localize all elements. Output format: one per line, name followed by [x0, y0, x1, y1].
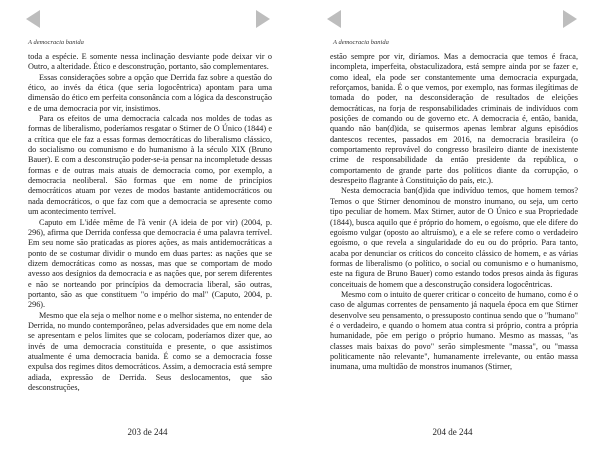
paragraph: Mesmo que ela seja o melhor nome e o melhor sistema, no entender de Derrida, no mundo contemporâneo, pelas adversidades que em nome dela se apresentam e pelos limites que se colocam, poderíamos dizer que, ao invés de uma democracia constituída e presente, o que assistimos atualmente é uma democracia banida. É como se a democracia fosse expulsa dos regimes ditos democráticos. Assim, a democracia está sempre adiada, expressão de Derrida. Seus deslocamentos, que são desconstruções,	[28, 310, 272, 392]
paragraph: Caputo em L'idée même de l'à venir (A ideia de por vir) (2004, p. 296), afirma que Derrida confessa que democracia é uma palavra terrível. Em seu nome são praticadas as piores ações, as mais antidemocráticas a ponto de se costumar dividir o mundo em duas partes: as nações que se dizem democráticas como as nossas, mas que se comportam de modo avesso aos desígnios da democracia e as nações que, por serem diferentes e não se norteando por princípios da democracia liberal, são outras, portanto, são as que constituem "o império do mal" (Caputo, 2004, p. 296).	[28, 217, 272, 310]
left-page	[0, 0, 295, 450]
running-head: A democracia banida	[333, 39, 389, 46]
paragraph: Essas considerações sobre a opção que Derrida faz sobre a questão do ético, ao invés da ética (que seria logocêntrica) apontam para uma dimensão do ético em perfeita consonância com a lógica da desconstrução e de uma democracia por vir, insistimos.	[28, 72, 272, 113]
paragraph: estão sempre por vir, diríamos. Mas a democracia que temos é fraca, incompleta, imperfeita, obstaculizadora, está sempre ainda por se fazer e, como ideal, ela pode ser constantemente uma democracia expurgada, reforçamos, banida. É o que vemos, por exemplo, nas formas ilegítimas de tomada do poder, na desconsideração de resultados de eleições democráticas, na forja de responsabilidades criminais de indivíduos com posições de comando ou de governo etc. A democracia é, então, banida, quando não ban(d)ida, se quisermos apenas lembrar alguns episódios dantescos recentes, passados em 2016, na democracia brasileira (o comportamento reprovável do congresso brasileiro diante de inexistente crime de responsabilidade da então presidente da república, o comportamento de grande parte dos políticos diante da corrupção, o desrespeito flagrante à Constituição do país, etc.).	[330, 52, 578, 186]
paragraph: toda a espécie. E somente nessa inclinação desviante pode deixar vir o Outro, a alteridade. Ético e desconstrução, portanto, são complementares.	[28, 52, 272, 72]
page-number: 204 de 244	[432, 427, 473, 437]
running-head: A democracia banida	[28, 39, 84, 46]
paragraph: Para os efeitos de uma democracia calcada nos moldes de todas as formas de liberalismo, poderíamos resgatar o Stirner de O Único (1844) e a crítica que ele faz a essas formas democráticas do liberalismo clássico, do socialismo ou comunismo e do humanismo à la século XIX (Bruno Bauer). E com a desconstrução poder-se-ia pensar na incompletude dessas formas e de outras mais atuais de democracia como, por exemplo, a democracia neoliberal. São formas que em nome de princípios democráticos atuam por vezes de modos bastante antidemocráticos ou nada democráticos, o que faz com que a democracia se apresente como um acontecimento terrível.	[28, 114, 272, 217]
right-page	[305, 0, 600, 450]
page-body	[28, 52, 272, 393]
next-page-arrow-icon[interactable]	[256, 10, 270, 28]
page-number: 203 de 244	[127, 427, 168, 437]
paragraph: Mesmo com o intuito de querer criticar o conceito de humano, como é o caso de algumas correntes de pensamento já naquela época em que Stirner desenvolve seu pensamento, o pressuposto continua sendo que o "humano" é o verdadeiro, e quando o homem atua contra si próprio, contra a própria humanidade, põe em perigo o próprio humano. Mesmo as massas, "as classes mais baixas do povo" serão simplesmente "massa", ou "massa politicamente não relevante", humanamente irrelevante, ou então massa inumana, uma multidão de monstros inumanos (Stirner,	[330, 289, 578, 372]
page-body	[330, 52, 578, 373]
prev-page-arrow-icon[interactable]	[26, 10, 40, 28]
gutter	[295, 0, 305, 450]
next-page-arrow-icon[interactable]	[563, 10, 577, 28]
prev-page-arrow-icon[interactable]	[327, 10, 341, 28]
paragraph: Nesta democracia ban(d)ida que indivíduo temos, que homem temos? Temos o que Stirner denominou de monstro inumano, ou seja, um certo tipo peculiar de homem. Max Stirner, autor de O Único e sua Propriedade (1844), busca aquilo que é próprio do homem, o egoísmo, que ele difere do egoísmo vulgar (oposto ao altruísmo), e a ele se refere como o verdadeiro egoísmo, o que revela a singularidade do eu ou do próprio. Para tanto, acaba por denunciar os críticos do conceito clássico de homem, e as várias formas de liberalismo (o político, o social ou comunismo e o humanismo, este na figura de Bruno Bauer) como estando todos presos ainda às figuras conceituais de homem que a desconstrução considera logocêntricas.	[330, 186, 578, 289]
